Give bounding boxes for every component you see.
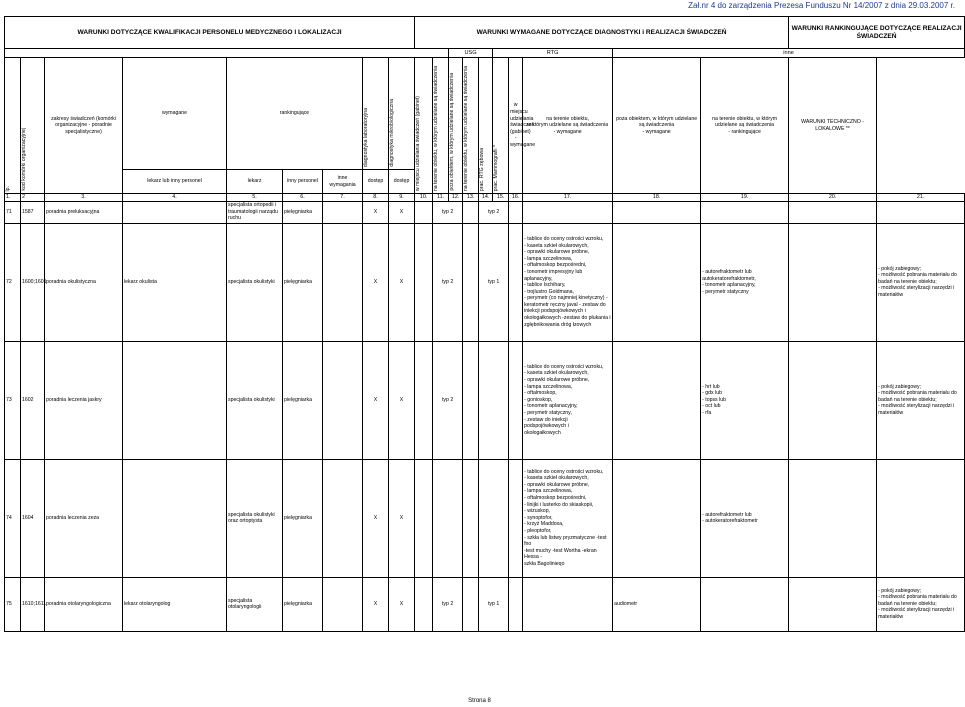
row-rtg1 xyxy=(463,577,479,631)
row-lek xyxy=(123,341,227,459)
col-dostep: dostęp xyxy=(363,170,389,194)
row-d1: X xyxy=(363,341,389,459)
row-usg: typ 2 xyxy=(433,201,463,223)
row-lekarz: specjalista okulistyki xyxy=(227,341,283,459)
row-name: poradnia otolaryngologiczna xyxy=(45,577,123,631)
row-inny: pielęgniarka xyxy=(283,201,323,223)
column-number: 7. xyxy=(323,194,363,202)
row-w-miejscu: - tablice do oceny ostrości wzroku, - kaseta szkieł okularowych, - oprawki okularowe próbne, - lampa szczelinowa, - oftalmoskop bezpośredni, - tonometr impresyjny lub aplanacyjny, - tablice Ischihary, - trojlustro Goldmana, - perymetr (co najmniej kinetyczny) - keratometr ręczny javal - zestaw do iniekcji podspojówkowych i okołogałkowych -zestaw do płukania i zgłębnikowania dróg łzowych xyxy=(523,223,613,341)
col-poza: poza obiektem, w którym udzielane są świadczenia - wymagane xyxy=(613,58,701,194)
row-inne xyxy=(323,223,363,341)
row-rank xyxy=(789,201,877,223)
row-na-terenie xyxy=(613,341,701,459)
row-mammo xyxy=(509,459,523,577)
column-number: 6. xyxy=(283,194,323,202)
row-lp: 73 xyxy=(5,341,21,459)
row-poza: - autorefraktometr lub autokeratorefraktometr, - tonometr aplanacyjny, - perymetr statyczny xyxy=(701,223,789,341)
row-kod: 1602 xyxy=(21,341,45,459)
row-usg xyxy=(433,459,463,577)
row-d1: X xyxy=(363,459,389,577)
col-rtg1-label: na terenie obiektu, w którym udzielane są świadczenia xyxy=(463,65,470,191)
column-number: 20. xyxy=(789,194,877,202)
row-usg1 xyxy=(415,577,433,631)
col-lek-lub-inny: lekarz lub inny personel xyxy=(123,170,227,194)
col-rtg1 xyxy=(463,58,479,194)
column-number: 8. xyxy=(363,194,389,202)
row-d1: X xyxy=(363,577,389,631)
row-lp: 72 xyxy=(5,223,21,341)
row-d2: X xyxy=(389,223,415,341)
row-inne xyxy=(323,341,363,459)
group-header-ranking: WARUNKI RANKINGUJĄCE DOTYCZĄCE REALIZACJI ŚWIADCZEŃ xyxy=(789,17,965,49)
row-inny: pielęgniarka xyxy=(283,341,323,459)
table-row xyxy=(5,201,965,223)
row-na-terenie xyxy=(613,201,701,223)
row-lek: lekarz otolaryngolog xyxy=(123,577,227,631)
col-na-terenie: na terenie obiektu, w którym udzielane są świadczenia - wymagane xyxy=(523,58,613,194)
row-rank xyxy=(789,223,877,341)
row-kod: 1604 xyxy=(21,459,45,577)
col-mammo-label: prac. Mammografii * xyxy=(493,144,500,191)
group-header-qualifications: WARUNKI DOTYCZĄCE KWALIFIKACJI PERSONELU MEDYCZNEGO I LOKALIZACJI xyxy=(5,17,415,49)
row-inne xyxy=(323,201,363,223)
column-number: 16. xyxy=(509,194,523,202)
table-row xyxy=(5,223,965,341)
column-number: 1. xyxy=(5,194,21,202)
row-rtg: typ 2 xyxy=(479,201,509,223)
col-mammo xyxy=(493,58,509,194)
column-number: 4. xyxy=(123,194,227,202)
row-usg1 xyxy=(415,459,433,577)
row-usg: typ 2 xyxy=(433,341,463,459)
col-diag-lab-label: diagnostyka laboratoryjna xyxy=(363,107,369,167)
col-w-miejscu: w miejscu udzielania świadczeń (gabinet) - wymagane xyxy=(509,58,523,194)
table-row xyxy=(5,577,965,631)
row-d1: X xyxy=(363,223,389,341)
col-lp-label: lp. xyxy=(5,185,11,191)
row-na-terenie: audiometr xyxy=(613,577,701,631)
column-number: 2 xyxy=(21,194,45,202)
col-rank-teren: na terenie obiektu, w którym udzielane są świadczenia - rankingujące xyxy=(701,58,789,194)
row-inny: pielęgniarka xyxy=(283,459,323,577)
column-number: 17. xyxy=(523,194,613,202)
col-zakres: zakresy świadczeń (komórki organizacyjne - poradnie specjalistyczne) xyxy=(45,58,123,194)
row-mammo xyxy=(509,341,523,459)
row-lp: 71 xyxy=(5,201,21,223)
row-kod: 1587 xyxy=(21,201,45,223)
row-rtg xyxy=(479,459,509,577)
col-kod xyxy=(21,58,45,194)
row-rtg1 xyxy=(463,223,479,341)
col-kod-label: kod komórki organizacyjnej xyxy=(21,128,27,191)
row-rank xyxy=(789,341,877,459)
row-lek xyxy=(123,459,227,577)
column-number: 13. xyxy=(463,194,479,202)
col-rankingujace: rankingujące xyxy=(227,58,363,170)
column-number: 3. xyxy=(45,194,123,202)
col-usg3 xyxy=(449,58,463,194)
subgroup-usg: USG xyxy=(449,49,493,58)
column-number: 19. xyxy=(701,194,789,202)
row-rtg xyxy=(479,341,509,459)
column-number: 10. xyxy=(415,194,433,202)
col-lekarz: lekarz xyxy=(227,170,283,194)
column-number: 18. xyxy=(613,194,701,202)
requirements-table-wrapper xyxy=(4,16,962,632)
col-rtg-zab-label: prac. RTG zębowa xyxy=(479,147,486,191)
col-usg1 xyxy=(415,58,433,194)
column-numbers-row xyxy=(5,194,965,202)
row-inny: pielęgniarka xyxy=(283,577,323,631)
subgroup-inne: inne xyxy=(613,49,965,58)
col-usg1-label: w miejscu udzielania świadczeń (gabinet) xyxy=(415,95,422,191)
row-kod: 1610;1611 xyxy=(21,577,45,631)
row-rank xyxy=(789,577,877,631)
row-usg: typ 2 xyxy=(433,577,463,631)
row-d2: X xyxy=(389,459,415,577)
row-poza xyxy=(701,577,789,631)
row-mammo xyxy=(509,201,523,223)
col-inny-personel: inny personel xyxy=(283,170,323,194)
row-rtg1 xyxy=(463,459,479,577)
row-lekarz: specjalista okulistyki oraz ortoptysta xyxy=(227,459,283,577)
row-rtg1 xyxy=(463,201,479,223)
requirements-table xyxy=(4,16,965,632)
row-lp: 75 xyxy=(5,577,21,631)
row-d2: X xyxy=(389,201,415,223)
row-name: poradnia preluksacyjna xyxy=(45,201,123,223)
row-usg1 xyxy=(415,201,433,223)
column-number: 12. xyxy=(449,194,463,202)
group-header-diagnostics: WARUNKI WYMAGANE DOTYCZĄCE DIAGNOSTYKI i REALIZACJI ŚWIADCZEŃ xyxy=(415,17,789,49)
row-inne xyxy=(323,577,363,631)
row-mammo xyxy=(509,577,523,631)
row-lek: lekarz okulista xyxy=(123,223,227,341)
row-w-miejscu xyxy=(523,577,613,631)
col-wymagane: wymagane xyxy=(123,58,227,170)
row-w-miejscu: - tablice do oceny ostrości wzroku, - kaseta szkieł okularowych, - oprawki okularowe próbne, - lampa szczelinowa, - oftalmoskop, - gonioskop, - tonometr aplanacyjny, - perymetr statyczny, - zestaw do iniekcji podspojówkowych i okołogałkowych xyxy=(523,341,613,459)
row-lek xyxy=(123,201,227,223)
row-tech: - pokój zabiegowy; - możliwość pobrania materiału do badań na terenie obiektu; - możliwość sterylizacji narzędzi i materiałów xyxy=(877,223,965,341)
column-number: 11. xyxy=(433,194,449,202)
row-mammo xyxy=(509,223,523,341)
row-poza: - autorefraktometr lub - autokeratorefraktometr xyxy=(701,459,789,577)
col-usg2 xyxy=(433,58,449,194)
col-diag-mikro-label: diagnostyka mikrobiologiczna xyxy=(389,99,395,167)
row-tech: - pokój zabiegowy; - możliwość pobrania materiału do badań na terenie obiektu; - możliwość sterylizacji narzędzi i materiałów xyxy=(877,341,965,459)
row-rtg: typ 1 xyxy=(479,223,509,341)
row-lekarz: specjalista otolaryngologii xyxy=(227,577,283,631)
row-w-miejscu xyxy=(523,201,613,223)
row-usg: typ 2 xyxy=(433,223,463,341)
column-number: 9. xyxy=(389,194,415,202)
row-kod: 1600;1601 xyxy=(21,223,45,341)
col-usg2-label: na terenie obiektu, w którym udzielane są świadczenia xyxy=(433,65,440,191)
row-rank xyxy=(789,459,877,577)
row-lekarz: specjalista okulistyki xyxy=(227,223,283,341)
column-number: 5. xyxy=(227,194,283,202)
col-lp xyxy=(5,58,21,194)
row-poza: - hrt lub - gdx lub - topss lub - oct lub - rfa xyxy=(701,341,789,459)
row-usg1 xyxy=(415,223,433,341)
table-row xyxy=(5,341,965,459)
row-d2: X xyxy=(389,577,415,631)
row-rtg: typ 1 xyxy=(479,577,509,631)
header-note: Zał.nr 4 do zarządzenia Prezesa Funduszu Nr 14/2007 z dnia 29.03.2007 r. xyxy=(688,1,955,10)
row-name: poradnia leczenia zeza xyxy=(45,459,123,577)
row-usg1 xyxy=(415,341,433,459)
table-row xyxy=(5,459,965,577)
column-number: 15. xyxy=(493,194,509,202)
column-number: 21. xyxy=(877,194,965,202)
col-dostep-2: dostęp xyxy=(389,170,415,194)
row-name: poradnia leczenia jaskry xyxy=(45,341,123,459)
row-lp: 74 xyxy=(5,459,21,577)
row-inne xyxy=(323,459,363,577)
col-inne-wymagania: inne wymagania xyxy=(323,170,363,194)
row-d1: X xyxy=(363,201,389,223)
row-tech: - pokój zabiegowy; - możliwość pobrania materiału do badań na terenie obiektu; - możliwość sterylizacji narzędzi i materiałów xyxy=(877,577,965,631)
row-na-terenie xyxy=(613,223,701,341)
row-w-miejscu: - tablice do oceny ostrości wzroku, - kaseta szkieł okularowych, - oprawki okularowe próbne, - lampa szczelinowa, - oftalmoskop bezpośredni, - linijki i lusterko do skiaskopii, - wizuskop, - synoptofor, - krzyż Maddoxa, - pleoptofor, - szkła lub listwy pryzmatyczne -test fno -test muchy -test Wortha -ekran Hessa - szkła Bagolinieqo xyxy=(523,459,613,577)
col-usg3-label: poza obiektem, w którym udzielane są świadczenia xyxy=(449,73,456,191)
column-number: 14. xyxy=(479,194,493,202)
subgroup-rtg: RTG xyxy=(493,49,613,58)
row-rtg1 xyxy=(463,341,479,459)
row-poza xyxy=(701,201,789,223)
col-techniczno: WARUNKI TECHNICZNO - LOKALOWE ** xyxy=(789,58,877,194)
row-na-terenie xyxy=(613,459,701,577)
row-name: poradnia okulistyczna xyxy=(45,223,123,341)
col-diag-mikro xyxy=(389,58,415,170)
row-tech xyxy=(877,459,965,577)
col-rtg-zab xyxy=(479,58,493,194)
row-tech xyxy=(877,201,965,223)
row-d2: X xyxy=(389,341,415,459)
subgroup-blank xyxy=(5,49,449,58)
page-footer: Strona 8 xyxy=(468,698,491,704)
row-inny: pielęgniarka xyxy=(283,223,323,341)
row-lekarz: specjalista ortopedii i traumatologii narządu ruchu xyxy=(227,201,283,223)
col-diag-lab xyxy=(363,58,389,170)
